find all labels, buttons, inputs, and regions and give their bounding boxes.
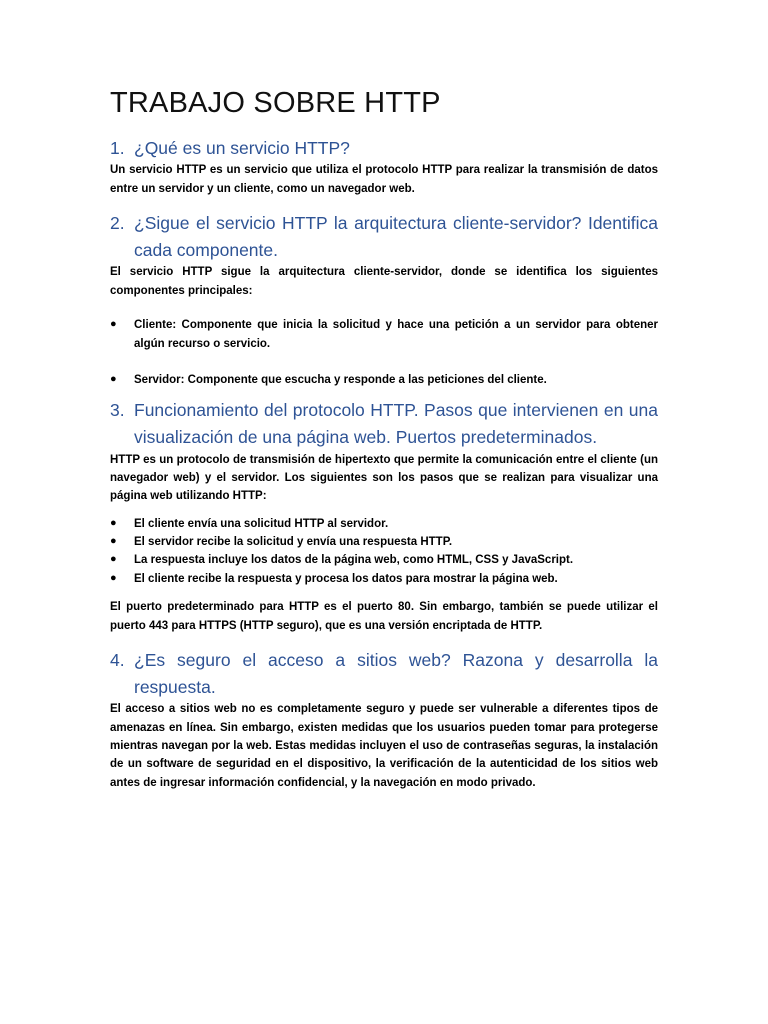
question-heading-4 xyxy=(110,647,658,700)
list-item xyxy=(110,371,658,389)
document-title: TRABAJO SOBRE HTTP xyxy=(110,87,441,119)
bullet-icon: ● xyxy=(110,516,117,529)
bullet-list-2 xyxy=(110,316,658,389)
bullet-icon: ● xyxy=(110,372,117,385)
bullet-icon: ● xyxy=(110,571,117,584)
question-heading-1 xyxy=(110,135,658,162)
question-heading-2 xyxy=(110,210,658,263)
question-number: 1. xyxy=(110,137,125,158)
answer-paragraph-3: HTTP es un protocolo de transmisión de hipertexto que permite la comunicación entre el cliente (un navegador web) y el servidor. Los siguientes son los pasos que se realizan para visualizar una página web utilizando HTTP: xyxy=(110,453,658,503)
answer-footer-3: El puerto predeterminado para HTTP es el puerto 80. Sin embargo, también se puede utilizar el puerto 443 para HTTPS (HTTP seguro), que es una versión encriptada de HTTP. xyxy=(110,601,658,632)
question-text: Funcionamiento del protocolo HTTP. Pasos que intervienen en una visualización de una página web. Puertos predeterminados. xyxy=(134,400,658,447)
list-item-text: El servidor recibe la solicitud y envía una respuesta HTTP. xyxy=(134,536,453,549)
list-item-text: La respuesta incluye los datos de la página web, como HTML, CSS y JavaScript. xyxy=(134,554,574,567)
answer-paragraph-4: El acceso a sitios web no es completamente seguro y puede ser vulnerable a diferentes tipos de amenazas en línea. Sin embargo, existen medidas que los usuarios pueden tomar para protegerse mientras navegan por la web. Estas medidas incluyen el uso de contraseñas seguras, la instalación de un software de seguridad en el dispositivo, la verificación de la autenticidad de los sitios web antes de ingresar información confidencial, y la navegación en modo privado. xyxy=(110,703,658,789)
list-item xyxy=(110,570,658,588)
list-item-text: El cliente envía una solicitud HTTP al servidor. xyxy=(134,517,389,530)
bullet-list-3 xyxy=(110,515,658,589)
bullet-icon: ● xyxy=(110,553,117,566)
question-number: 4. xyxy=(110,650,125,671)
question-text: ¿Sigue el servicio HTTP la arquitectura cliente-servidor? Identifica cada componente. xyxy=(134,213,658,260)
answer-paragraph-1: Un servicio HTTP es un servicio que utiliza el protocolo HTTP para realizar la transmisión de datos entre un servidor y un cliente, como un navegador web. xyxy=(110,164,658,195)
question-text: ¿Es seguro el acceso a sitios web? Razona y desarrolla la respuesta. xyxy=(134,650,658,697)
list-item xyxy=(110,316,658,353)
answer-paragraph-2: El servicio HTTP sigue la arquitectura cliente-servidor, donde se identifica los siguientes componentes principales: xyxy=(110,266,658,297)
bullet-icon: ● xyxy=(110,318,117,331)
question-number: 3. xyxy=(110,400,125,421)
list-item xyxy=(110,551,658,569)
list-item xyxy=(110,533,658,551)
list-item xyxy=(110,515,658,533)
question-text: ¿Qué es un servicio HTTP? xyxy=(134,137,350,158)
list-item-text: El cliente recibe la respuesta y procesa los datos para mostrar la página web. xyxy=(134,572,558,585)
question-heading-3 xyxy=(110,397,658,450)
list-item-text: Servidor: Componente que escucha y responde a las peticiones del cliente. xyxy=(134,373,547,386)
question-number: 2. xyxy=(110,213,125,234)
bullet-icon: ● xyxy=(110,535,117,548)
list-item-text: Cliente: Componente que inicia la solicitud y hace una petición a un servidor para obtener algún recurso o servicio. xyxy=(134,319,658,350)
